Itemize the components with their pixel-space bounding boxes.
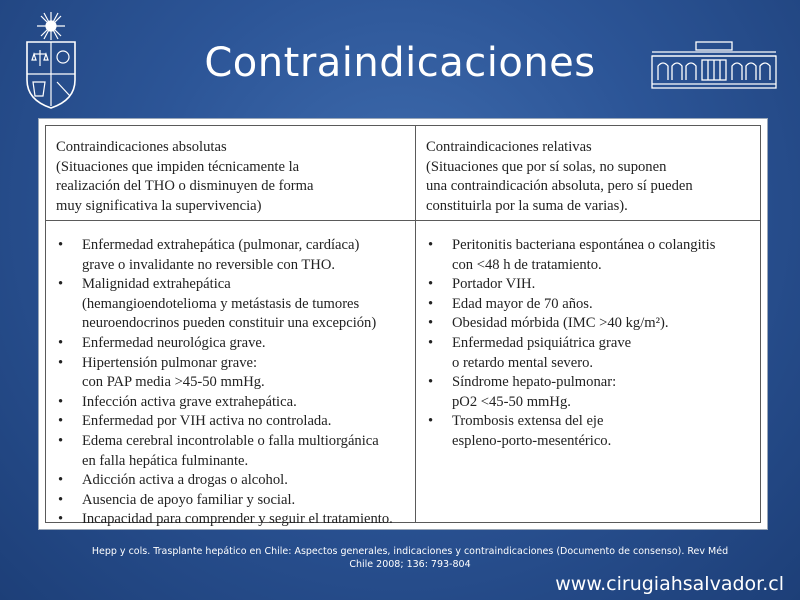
header-line: realización del THO o disminuyen de forma <box>56 178 314 195</box>
bullet-icon: • <box>58 276 64 293</box>
relative-contraindications-list <box>426 236 766 452</box>
bullet-icon: • <box>428 315 434 332</box>
list-item-line: Enfermedad psiquiátrica grave <box>452 334 632 351</box>
list-item-line: Trombosis extensa del eje <box>452 413 604 430</box>
list-item-line: Enfermedad neurológica grave. <box>82 334 266 351</box>
bullet-icon: • <box>428 276 434 293</box>
list-item-line: Edema cerebral incontrolable o falla multiorgánica <box>82 432 379 449</box>
bullet-icon: • <box>58 334 64 351</box>
bullet-icon: • <box>58 393 64 410</box>
citation <box>60 545 760 571</box>
header-relative <box>426 138 766 216</box>
list-item-line: Peritonitis bacteriana espontánea o colangitis <box>452 237 716 253</box>
bullet-icon: • <box>428 237 434 253</box>
bullet-icon: • <box>428 413 434 430</box>
list-item <box>426 295 766 315</box>
list-item-line: Obesidad mórbida (IMC >40 kg/m²). <box>452 315 669 332</box>
header-line: (Situaciones que impiden técnicamente la <box>56 158 300 175</box>
bullet-icon: • <box>428 334 434 351</box>
bullet-icon: • <box>58 491 64 508</box>
header-line: una contraindicación absoluta, pero sí pueden <box>426 178 693 195</box>
list-item-line: (hemangioendotelioma y metástasis de tumores <box>82 295 360 312</box>
bullet-icon: • <box>58 354 64 371</box>
list-item-line: Portador VIH. <box>452 276 536 293</box>
list-item <box>56 236 411 275</box>
list-item-line: neuroendocrinos pueden constituir una excepción) <box>82 315 377 332</box>
list-item-line: en falla hepática fulminante. <box>82 452 249 469</box>
slide-title: Contraindicaciones <box>204 40 596 86</box>
header-line: (Situaciones que por sí solas, no suponen <box>426 158 667 175</box>
bullet-icon: • <box>58 432 64 449</box>
list-item-line: Hipertensión pulmonar grave: <box>82 354 258 371</box>
list-item-line: con <48 h de tratamiento. <box>452 256 602 273</box>
list-item-line: Malignidad extrahepática <box>82 276 231 293</box>
list-item-line: Enfermedad extrahepática (pulmonar, cardíaca) <box>82 237 360 253</box>
list-item <box>426 314 766 334</box>
list-item <box>56 471 411 491</box>
list-item <box>56 275 411 334</box>
header-absolute <box>56 138 406 216</box>
header-line: Contraindicaciones relativas <box>426 139 592 155</box>
list-item-line: Síndrome hepato-pulmonar: <box>452 374 617 391</box>
list-item <box>426 275 766 295</box>
list-item <box>56 334 411 354</box>
list-item <box>426 373 766 412</box>
table-divider-vertical <box>415 126 416 522</box>
list-item-line: Edad mayor de 70 años. <box>452 295 593 312</box>
citation-line-1: Hepp y cols. Trasplante hepático en Chile: Aspectos generales, indicaciones y contraindicaciones (Documento de consenso). Rev Méd <box>91 546 729 557</box>
website-url: www.cirugiahsalvador.cl <box>555 573 784 595</box>
contraindications-table <box>38 118 768 530</box>
list-item-line: grave o invalidante no reversible con THO. <box>82 256 336 273</box>
list-item-line: Infección activa grave extrahepática. <box>82 393 297 410</box>
list-item <box>56 412 411 432</box>
citation-line-2: Chile 2008; 136: 793-804 <box>349 559 471 570</box>
table-frame <box>45 125 761 528</box>
list-item <box>56 491 411 511</box>
list-item-line: Ausencia de apoyo familiar y social. <box>82 491 296 508</box>
absolute-contraindications-list <box>56 236 411 530</box>
bullet-icon: • <box>428 295 434 312</box>
list-item <box>56 393 411 413</box>
list-item <box>426 236 766 275</box>
bullet-icon: • <box>58 472 64 489</box>
list-item <box>56 354 411 393</box>
list-item-line: espleno-porto-mesentérico. <box>452 432 612 449</box>
table-divider-horizontal <box>46 220 760 221</box>
header-line: muy significativa la supervivencia) <box>56 197 262 214</box>
list-item-line: con PAP media >45-50 mmHg. <box>82 374 265 391</box>
list-item <box>426 412 766 451</box>
list-item-line: Adicción activa a drogas o alcohol. <box>82 472 288 489</box>
list-item <box>56 510 411 530</box>
header-line: Contraindicaciones absolutas <box>56 139 227 155</box>
header-line: constituirla por la suma de varias). <box>426 197 628 214</box>
list-item-line: Incapacidad para comprender y seguir el tratamiento. <box>82 511 393 528</box>
bullet-icon: • <box>58 413 64 430</box>
list-item-line: pO2 <45-50 mmHg. <box>452 393 571 410</box>
list-item <box>56 432 411 471</box>
list-item <box>426 334 766 373</box>
bullet-icon: • <box>58 237 64 253</box>
list-item-line: o retardo mental severo. <box>452 354 594 371</box>
bullet-icon: • <box>58 511 64 528</box>
list-item-line: Enfermedad por VIH activa no controlada. <box>82 413 332 430</box>
bullet-icon: • <box>428 374 434 391</box>
